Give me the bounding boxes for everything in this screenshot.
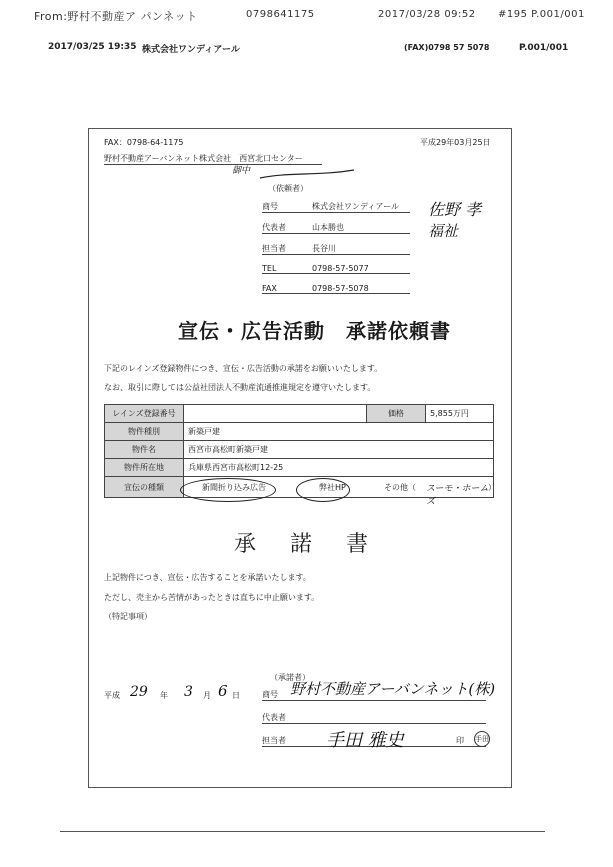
requester-value-fax: 0798-57-5078 <box>312 284 369 293</box>
requester-label-rep: 代表者 <box>262 222 410 234</box>
table-row <box>105 405 494 423</box>
doc-fax-line: FAX：0798-64-1175 <box>104 138 184 147</box>
fax-header2-page: P.001/001 <box>519 43 569 53</box>
approver-label-company: 商号 <box>262 689 486 701</box>
circle-mark-hp <box>296 478 350 502</box>
price-label: 価格 <box>367 405 426 423</box>
table-row <box>105 441 494 459</box>
approval-year: 29 <box>130 684 148 700</box>
fax-header-from: From:野村不動産ア パンネット <box>34 10 198 23</box>
address-label: 物件所在地 <box>105 459 184 477</box>
approver-heading: （承諾者） <box>270 673 310 682</box>
approval-line-2: ただし、売主から苦情があったときは直ちに中止願います。 <box>104 593 320 602</box>
approval-month: 3 <box>184 684 193 700</box>
approval-date-era: 平成 <box>104 691 120 700</box>
requester-label-fax: FAX <box>262 284 410 294</box>
approval-line-1: 上記物件につき、宣伝・広告することを承諾いたします。 <box>104 573 311 582</box>
approval-title: 承諾書 <box>234 532 403 557</box>
method-2: 弊社HP <box>319 483 346 492</box>
address-value: 兵庫県西宮市高松町12-25 <box>184 459 494 477</box>
requester-value-contact: 長谷川 <box>312 244 336 253</box>
approver-label-rep: 代表者 <box>262 712 486 724</box>
price-value: 5,855万円 <box>426 405 494 423</box>
table-row <box>105 459 494 477</box>
requester-label-tel: TEL <box>262 264 410 274</box>
handwritten-stroke <box>258 168 358 184</box>
approver-hand-contact: 手田 雅史 <box>326 730 404 751</box>
approver-hand-company: 野村不動産アーバンネット(株) <box>290 680 496 698</box>
doc-recipient-hand: 御中 <box>232 166 251 176</box>
approval-nen: 年 <box>160 691 168 700</box>
method-1: 新聞折り込み広告 <box>202 483 266 492</box>
approver-seal-label: 印 <box>456 736 464 745</box>
fax-header-number: 0798641175 <box>246 9 315 20</box>
fax-header2-fax: (FAX)0798 57 5078 <box>404 43 490 52</box>
requester-label-company: 商号 <box>262 201 410 213</box>
requester-label-contact: 担当者 <box>262 243 410 255</box>
method-3-hand: スーモ・ホームズ <box>426 484 489 507</box>
requester-heading: （依頼者） <box>268 184 308 193</box>
approval-note: （特記事項） <box>104 612 152 621</box>
method-3: その他（ <box>384 483 416 492</box>
fax-header-page: #195 P.001/001 <box>498 9 585 20</box>
name-value: 西宮市高松町新築戸建 <box>184 441 494 459</box>
approver-label-contact: 担当者 <box>262 735 486 747</box>
fax-header2-company: 株式会社ワンディアール <box>142 45 240 55</box>
hand-signature-2: 福祉 <box>428 222 459 240</box>
name-label: 物件名 <box>105 441 184 459</box>
document-title: 宣伝・広告活動 承諾依頼書 <box>178 319 451 343</box>
circle-mark-newspaper <box>180 478 276 502</box>
body-line-1: 下記のレインズ登録物件につき、宣伝・広告活動の承諾をお願いいたします。 <box>104 364 383 373</box>
reins-value <box>184 405 367 423</box>
doc-date: 平成29年03月25日 <box>420 138 491 147</box>
method-label: 宣伝の種類 <box>105 477 184 498</box>
type-value: 新築戸建 <box>184 423 494 441</box>
doc-recipient: 野村不動産アーバンネット株式会社 西宮北口センター <box>104 153 322 165</box>
reins-label: レインズ登録番号 <box>105 405 184 423</box>
approval-gatsu: 月 <box>203 691 211 700</box>
hand-signature-1: 佐野 孝 <box>428 200 482 219</box>
approval-nichi: 日 <box>232 691 240 700</box>
fax-header2-datetime: 2017/03/25 19:35 <box>48 42 137 52</box>
bottom-divider <box>60 831 545 832</box>
method-3-close: ） <box>488 483 496 492</box>
table-row <box>105 423 494 441</box>
requester-value-company: 株式会社ワンディアール <box>312 202 399 211</box>
requester-value-tel: 0798-57-5077 <box>312 264 369 273</box>
fax-header-datetime: 2017/03/28 09:52 <box>378 9 476 20</box>
body-line-2: なお、取引に際しては公益社団法人不動産流通推進規定を遵守いたします。 <box>104 383 376 392</box>
approval-day: 6 <box>218 682 228 700</box>
approver-stamp: 手田 <box>474 731 490 747</box>
requester-value-rep: 山本勝也 <box>312 223 344 232</box>
type-label: 物件種別 <box>105 423 184 441</box>
